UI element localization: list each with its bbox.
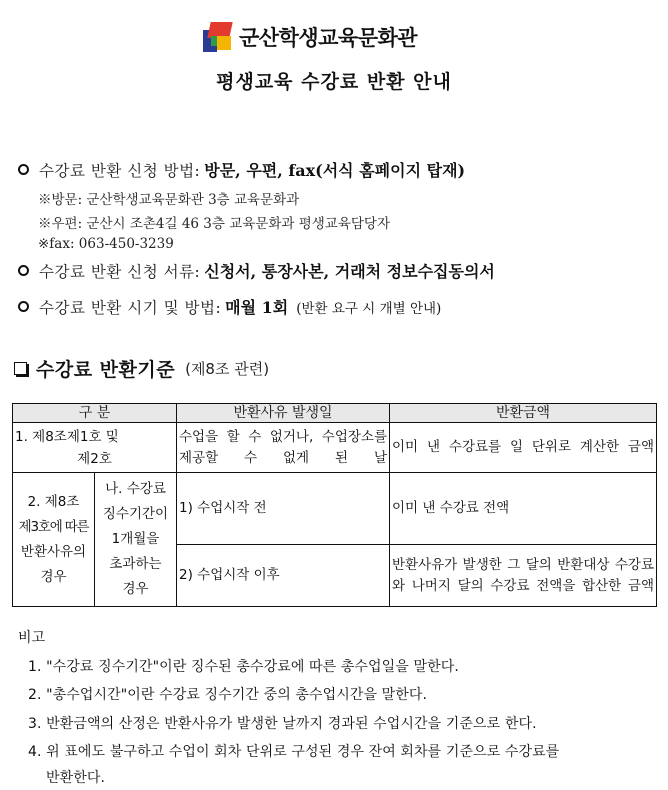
row2-sub1-amount: 이미 낸 수강료 전액: [390, 473, 657, 545]
checkbox-square-icon: [14, 362, 27, 375]
row1-category-line: 제2호: [77, 450, 112, 467]
bullet-circle-icon: [18, 265, 29, 276]
row1-category-line: 1. 제8조제1호 및: [15, 428, 119, 445]
info-note: (반환 요구 시 개별 안내): [296, 300, 442, 317]
info-label: 수강료 반환 시기 및 방법:: [39, 298, 222, 317]
row2-category-b: [95, 473, 177, 607]
category-b-line: 1개월을: [111, 531, 160, 547]
remark-item: 1. "수강료 징수기간"이란 징수된 총수강료에 따른 총수업일을 말한다.: [28, 659, 459, 675]
row2-sub2-reason: 2) 수업시작 이후: [177, 545, 390, 607]
sub-line-mail: ※우편: 군산시 조촌4길 46 3층 교육문화과 평생교육담당자: [38, 216, 391, 232]
category-a-line: 경우: [40, 568, 67, 585]
remark-item-continued: 반환한다.: [46, 770, 106, 786]
info-method: [18, 158, 465, 181]
section-title: 수강료 반환기준: [36, 359, 176, 381]
category-b-line: 경우: [122, 581, 149, 597]
sub-line-visit: ※방문: 군산학생교육문화관 3층 교육문화과: [38, 192, 300, 208]
section-heading: [14, 355, 269, 382]
category-b-line: 징수기간이: [102, 506, 169, 522]
bullet-circle-icon: [18, 164, 29, 175]
remarks-title: 비고: [18, 630, 46, 646]
page-title: 평생교육 수강료 반환 안내: [216, 71, 452, 93]
remark-item: 3. 반환금액의 산정은 반환사유가 발생한 날까지 경과된 수업시간을 기준으로 한다.: [28, 716, 537, 732]
info-documents: [18, 259, 495, 282]
info-label: 수강료 반환 신청 서류:: [39, 262, 201, 281]
row1-amount: 이미 낸 수강료를 일 단위로 계산한 금액: [390, 423, 657, 473]
table-row: [13, 423, 657, 473]
header-reason-date: 반환사유 발생일: [177, 404, 390, 423]
row2-sub1-reason: 1) 수업시작 전: [177, 473, 390, 545]
section-ref: (제8조 관련): [185, 360, 270, 378]
info-timing: [18, 295, 441, 318]
org-logo: [203, 20, 417, 54]
header-category: 구 분: [13, 404, 177, 423]
info-value: 신청서, 통장사본, 거래처 정보수집동의서: [204, 262, 495, 281]
header-amount: 반환금액: [390, 404, 657, 423]
table-header-row: [13, 404, 657, 423]
info-value: 매월 1회: [225, 298, 289, 317]
logo-mark-icon: [203, 22, 233, 52]
bullet-circle-icon: [18, 301, 29, 312]
category-b-line: 초과하는: [109, 556, 162, 572]
info-value: 방문, 우편, fax(서식 홈페이지 탑재): [204, 161, 466, 180]
refund-table: [12, 403, 657, 607]
info-label: 수강료 반환 신청 방법:: [39, 161, 201, 180]
row2-category-a: [13, 473, 95, 607]
row1-reason: 수업을 할 수 없거나, 수업장소를 제공할 수 없게 된 날: [177, 423, 390, 473]
remark-item: 4. 위 표에도 불구하고 수업이 회차 단위로 구성된 경우 잔여 회차를 기준으로 수강료를: [28, 744, 560, 760]
row2-sub2-amount: 반환사유가 발생한 그 달의 반환대상 수강료와 나머지 달의 수강료 전액을 합산한 금액: [390, 545, 657, 607]
category-a-line: 2. 제8조: [27, 493, 80, 510]
row1-category: [13, 423, 177, 473]
category-a-line: 제3호에 따른: [18, 518, 89, 535]
category-b-line: 나. 수강료: [105, 481, 166, 497]
table-row: [13, 473, 657, 545]
org-name: 군산학생교육문화관: [239, 26, 418, 50]
remark-item: 2. "총수업시간"이란 수강료 징수기간 중의 총수업시간을 말한다.: [28, 687, 428, 703]
category-a-line: 반환사유의: [20, 543, 87, 560]
sub-line-fax: ※fax: 063-450-3239: [38, 236, 174, 252]
